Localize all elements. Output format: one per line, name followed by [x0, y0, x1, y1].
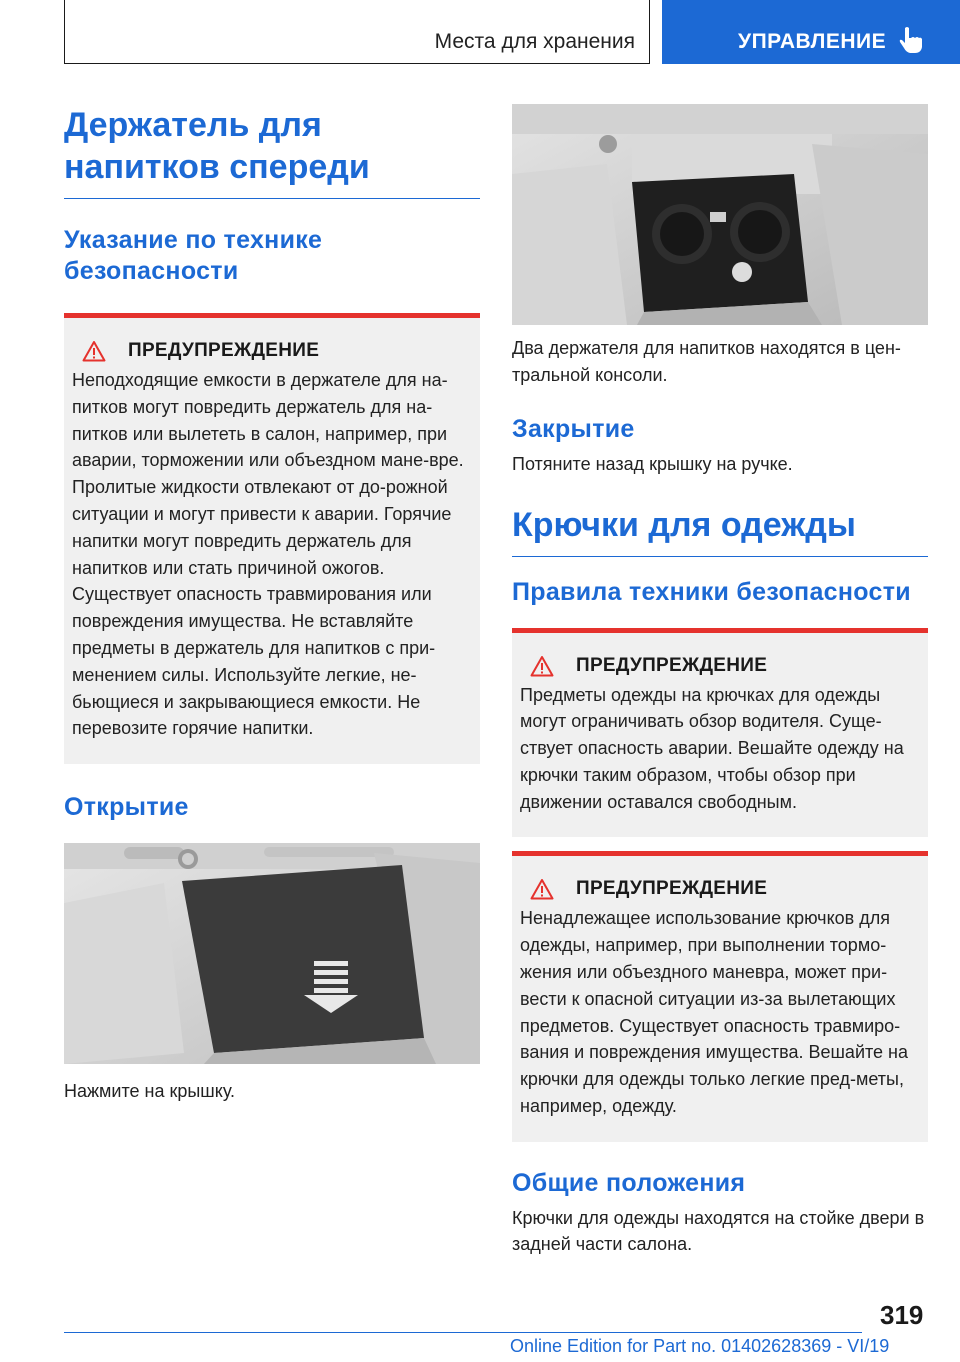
cupholders-illustration	[512, 104, 928, 325]
hand-pointer-icon	[898, 26, 924, 54]
header-chapter-title: УПРАВЛЕНИЕ	[738, 30, 887, 53]
header-section-title: Места для хранения	[434, 30, 635, 53]
safety-heading: Указание по технике безопасности	[64, 226, 323, 285]
right-column	[512, 104, 928, 1258]
footer-rule	[64, 1332, 862, 1333]
warning-box	[64, 313, 480, 764]
title-rule	[64, 198, 480, 199]
hooks-title: Крючки для одежды	[512, 505, 856, 544]
open-caption: Нажмите на крышку.	[64, 1081, 236, 1102]
close-text: Потяните назад крышку на ручке.	[512, 454, 793, 474]
warning-text: Ненадлежащее использование крючков для одежды, например, при выполнении тормо-жения или объездного маневра, может при-вести к опасной ситуации из-за вылетающих предметов. Существует опасность травмиро-вания и повреждения имущества. Вешайте на крючки для одежды только легкие пред-меты, например, одежду.	[520, 908, 909, 1117]
page-number: 319	[880, 1300, 924, 1330]
cupholders-photo	[512, 104, 928, 325]
open-heading: Открытие	[64, 793, 189, 822]
close-heading: Закрытие	[512, 415, 635, 443]
warning-title: ПРЕДУПРЕЖДЕНИЕ	[576, 654, 768, 676]
header-section-box	[64, 0, 650, 64]
warning-title: ПРЕДУПРЕЖДЕНИЕ	[576, 878, 768, 900]
warning-triangle-icon	[82, 340, 106, 362]
general-heading: Общие положения	[512, 1168, 746, 1197]
left-column	[64, 104, 480, 1105]
header-chapter-box	[662, 0, 960, 64]
warning-text: Неподходящие емкости в держателе для на-питков могут повредить держатель для на-питков или вылететь в салон, например, при аварии, торможении или объездном мане-вре. Пролитые жидкости отвлекают от до-рожной ситуации и могут привести к аварии. Горячие напитки могут повредить держатель для напитков или стать причиной ожогов. Существует опасность травмирования или повреждения имущества. Не вставляйте предметы в держатель для напитков с при-менением силы. Используйте легкие, не-бьющиеся и закрывающиеся емкости. Не перевозите горячие напитки.	[72, 370, 464, 739]
hooks-safety-heading: Правила техники безопасности	[512, 577, 911, 606]
hooks-warning-box-1	[512, 628, 928, 838]
warning-triangle-icon	[530, 655, 554, 677]
cupholder-title: Держатель для напитков спереди	[64, 106, 370, 186]
open-lid-photo	[64, 843, 480, 1064]
warning-text: Предметы одежды на крючках для одежды могут ограничивать обзор водителя. Суще-ствует опасность аварии. Вешайте одежду на крючки таким образом, чтобы обзор при движении оставался свободным.	[520, 684, 904, 812]
cupholders-caption: Два держателя для напитков находятся в цен-тральной консоли.	[512, 338, 901, 385]
warning-triangle-icon	[530, 878, 554, 900]
hooks-warning-box-2	[512, 851, 928, 1141]
general-text: Крючки для одежды находятся на стойке двери в задней части салона.	[512, 1207, 925, 1255]
open-lid-illustration	[64, 843, 480, 1064]
footer-edition: Online Edition for Part no. 01402628369 - VI/19	[510, 1336, 890, 1356]
hooks-title-rule	[512, 556, 928, 557]
warning-title: ПРЕДУПРЕЖДЕНИЕ	[128, 340, 320, 361]
